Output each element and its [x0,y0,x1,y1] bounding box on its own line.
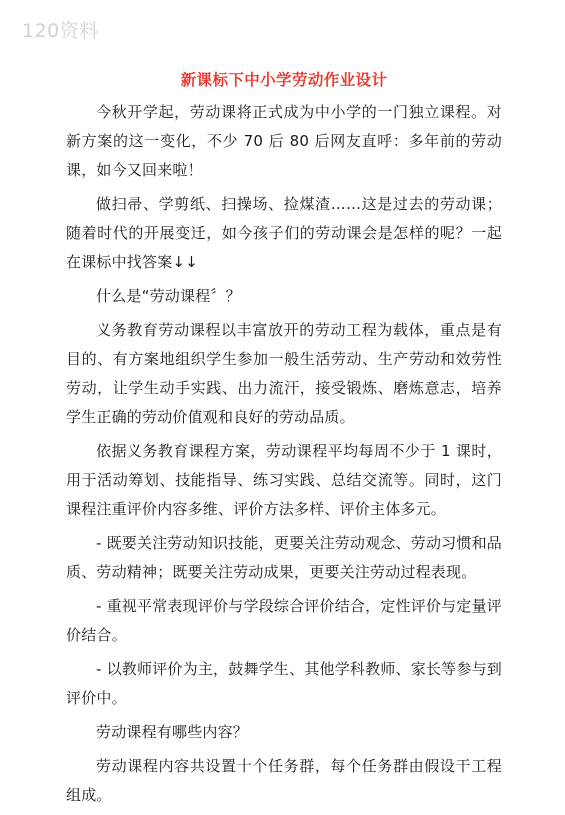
paragraph: 做扫帚、学剪纸、扫操场、捡煤渣……这是过去的劳动课；随着时代的开展变迁，如今孩子们的劳动课会是怎样的呢？一起在课标中找答案↓↓ [66,195,502,271]
paragraph: 今秋开学起，劳动课将正式成为中小学的一门独立课程。对新方案的这一变化，不少 70 后 80 后网友直呼：多年前的劳动课，如今又回来啦！ [66,103,502,179]
section-heading: 什么是“劳动课程〞？ [96,287,241,305]
document-body [66,98,502,815]
document-title: 新课标下中小学劳动作业设计 [180,71,388,89]
paragraph: 义务教育劳动课程以丰富放开的劳动工程为载体，重点是有目的、有方案地组织学生参加一般生活劳动、生产劳动和效劳性劳动，让学生动手实践、出力流汗，接受锻炼、磨炼意志，培养学生正确的劳动价值观和良好的劳动品质。 [66,321,502,426]
bullet-paragraph: - 重视平常表现评价与学段综合评价结合，定性评价与定量评价结合。 [66,597,502,644]
paragraph: 劳动课程内容共设置十个任务群，每个任务群由假设干工程组成。 [66,757,502,804]
bullet-paragraph: - 以教师评价为主，鼓舞学生、其他学科教师、家长等参与到评价中。 [66,660,502,707]
paragraph: 依据义务教育课程方案，劳动课程平均每周不少于 1 课时，用于活动筹划、技能指导、练习实践、总结交流等。同时，这门课程注重评价内容多维、评价方法多样、评价主体多元。 [66,442,502,518]
bullet-paragraph: - 既要关注劳动知识技能，更要关注劳动观念、劳动习惯和品质、劳动精神；既要关注劳动成果，更要关注劳动过程表现。 [66,534,502,581]
watermark-text: 120资料 [22,20,99,42]
section-heading: 劳动课程有哪些内容？ [96,723,249,741]
